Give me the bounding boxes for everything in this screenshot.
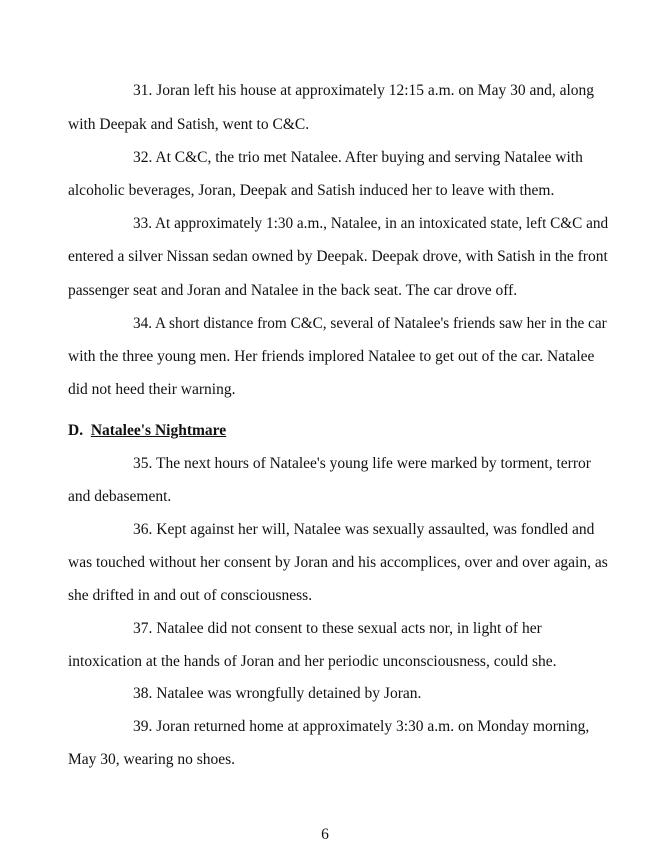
paragraph-35-line-1: 35. The next hours of Natalee's young life were marked by torment, terror xyxy=(133,455,591,472)
paragraph-31-line-1: 31. Joran left his house at approximately 12:15 a.m. on May 30 and, along xyxy=(133,82,595,99)
paragraph-36-line-1: 36. Kept against her will, Natalee was sexually assaulted, was fondled and xyxy=(133,521,595,538)
paragraph-31-line-2: with Deepak and Satish, went to C&C. xyxy=(68,116,310,133)
paragraph-39-line-1: 39. Joran returned home at approximately 3:30 a.m. on Monday morning, xyxy=(133,718,590,735)
section-heading-prefix: D. xyxy=(68,422,84,439)
paragraph-37-line-2: intoxication at the hands of Joran and her periodic unconsciousness, could she. xyxy=(68,653,557,670)
paragraph-33-line-2: entered a silver Nissan sedan owned by Deepak. Deepak drove, with Satish in the front xyxy=(68,248,608,265)
paragraph-32-line-2: alcoholic beverages, Joran, Deepak and Satish induced her to leave with them. xyxy=(68,182,555,199)
paragraph-39-line-2: May 30, wearing no shoes. xyxy=(68,751,236,768)
paragraph-35-line-2: and debasement. xyxy=(68,488,172,505)
paragraph-37-line-1: 37. Natalee did not consent to these sexual acts nor, in light of her xyxy=(133,620,542,637)
page-number: 6 xyxy=(321,826,329,843)
paragraph-33-line-3: passenger seat and Joran and Natalee in the back seat. The car drove off. xyxy=(68,282,518,299)
paragraph-36-line-2: was touched without her consent by Joran and his accomplices, over and over again, as xyxy=(68,554,608,571)
paragraph-32-line-1: 32. At C&C, the trio met Natalee. After buying and serving Natalee with xyxy=(133,149,583,166)
paragraph-33-line-1: 33. At approximately 1:30 a.m., Natalee, in an intoxicated state, left C&C and xyxy=(133,215,609,232)
paragraph-38-line-1: 38. Natalee was wrongfully detained by Joran. xyxy=(133,685,422,702)
paragraph-36-line-3: she drifted in and out of consciousness. xyxy=(68,587,313,604)
paragraph-34-line-3: did not heed their warning. xyxy=(68,381,236,398)
paragraph-34-line-2: with the three young men. Her friends implored Natalee to get out of the car. Natalee xyxy=(68,348,595,365)
paragraph-34-line-1: 34. A short distance from C&C, several of Natalee's friends saw her in the car xyxy=(133,315,607,332)
section-heading xyxy=(68,422,226,440)
section-heading-title: Natalee's Nightmare xyxy=(90,422,227,439)
